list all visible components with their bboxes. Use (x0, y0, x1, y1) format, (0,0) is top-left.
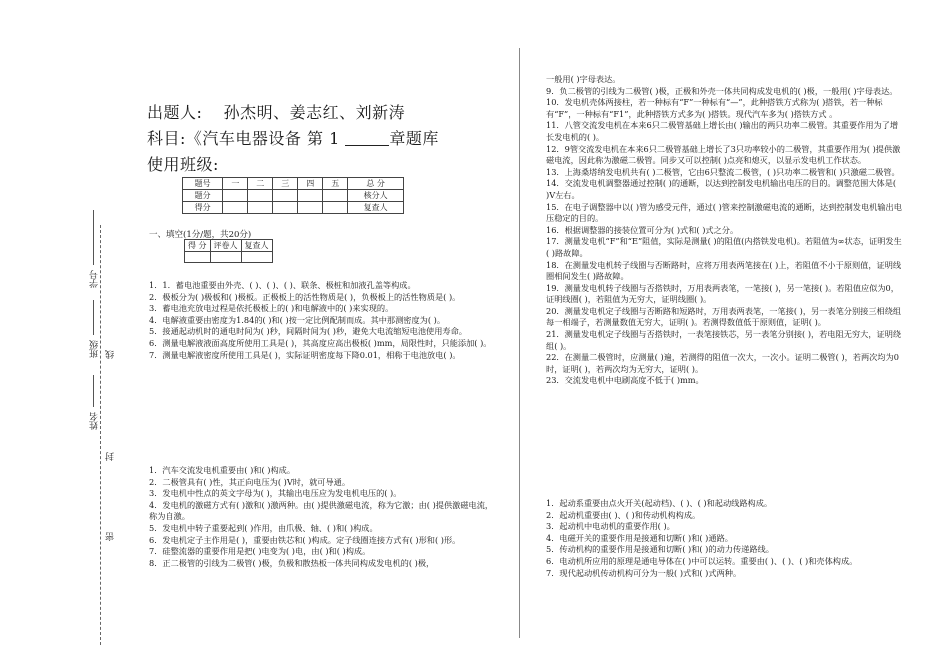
score-cell: 核分人 (348, 190, 404, 202)
question-item: 一般用( )字母表达。 (546, 74, 621, 84)
score-row-earned (183, 202, 404, 214)
question-item: 22．在测量二极管时，应测量( )遍，若测得的阻值一次大，一次小。证明二极管( )，若两次均为0时，证明( )，若两次均为无穷大，证明( )。 (546, 352, 899, 374)
score-cell (248, 202, 273, 214)
score-table (182, 177, 404, 214)
question-item: 13．上海桑塔纳发电机共有( )二极管，它由6只整流二极管，( )只功率二极管和( )只激磁二极管。 (546, 166, 900, 177)
score-cell (248, 190, 273, 202)
class-line (147, 152, 492, 178)
student-id-label: 学号 (90, 270, 100, 288)
question-item: 6．发电机定子主作用是( )，重要由铁芯和( )构成。定子线圈连接方式有( )形和( )形。 (149, 534, 461, 545)
score-cell: 一 (223, 178, 248, 190)
question-item: 2．二极管具有( )性，其正向电压为( )V时，就可导通。 (149, 476, 351, 487)
grader-cell (210, 252, 241, 263)
question-item: 14．交流发电机调整器通过控制( )的通断，以达到控制发电机输出电压的目的。调整范围大体是( )V左右。 (546, 178, 897, 200)
question-item: 7．现代起动机传动机构可分为一般( )式和( )式两种。 (546, 567, 742, 578)
score-cell (223, 190, 248, 202)
question-item: 12．9管交流发电机在本来6只二极管基础上增长了3只功率较小的二极管，其重要作用为( )提供激磁电流，因此称为激磁二极管。同步又可以控制( )点亮和熄灭，以显示发电机工作状态。 (546, 143, 901, 166)
score-cell: 五 (323, 178, 348, 190)
score-cell: 题分 (183, 190, 223, 202)
subject-suffix: 章题库 (389, 129, 439, 148)
question-item: 2．极板分为( )极板和( )极板。正极板上的活性物质是( )，负极板上的活性物质是( )。 (149, 291, 461, 302)
binding-dashed-line (100, 225, 101, 645)
grader-table (184, 239, 273, 263)
question-list-alternator (149, 465, 494, 569)
grader-cell (185, 252, 211, 263)
score-cell: 三 (273, 178, 298, 190)
score-cell (223, 202, 248, 214)
question-item: 18．在测量发电机转子线圈与否断路时，应将万用表两笔接在( )上，若阻值不小于原则值，证明线圈相间发生( )路故障。 (546, 259, 902, 282)
question-item: 23．交流发电机中电刷高度不低于( )mm。 (546, 375, 704, 386)
question-item: 3．发电机中性点的英文字母为( )，其输出电压应为发电机电压的( )。 (149, 488, 402, 499)
class-usage-label: 使用班级: (147, 155, 219, 174)
score-cell: 复查人 (348, 202, 404, 214)
question-item: 1．1．蓄电池重要由外壳、( )、( )、( )、联条、极桩和加液孔盖等构成。 (149, 280, 416, 290)
question-item: 7．硅整流器的重要作用是把( )电变为( )电，由( )和( )构成。 (149, 546, 371, 557)
question-item: 7．测量电解液密度所使用工具是( )，实际证明密度每下降0.01，相称于电池放电( )。 (149, 349, 461, 360)
question-item: 6．电动机所应用的原理是通电导体在( )中可以运转。重要由( )、( )、( )和壳体构成。 (546, 555, 858, 566)
binding-seal-char: 封 (106, 452, 116, 461)
score-cell: 题号 (183, 178, 223, 190)
score-row-question-no (183, 178, 404, 190)
question-item: 8．正二极管的引线为二极管( )极，负极和散热板一体共同构成发电机的( )极， (149, 557, 435, 568)
question-item: 11．八管交流发电机在本来6只二极管基础上增长由( )输出的两只功率二极管。其重要作用为了增长发电机的( )。 (546, 120, 899, 142)
chapter-blank (345, 130, 389, 146)
question-item: 9．负二极管的引线为二极管( )极，正极和外壳一体共同构成发电机的( )极，一般用( )字母表达。 (546, 85, 898, 96)
question-item: 5．接通起动机时的通电时间为( )秒，间隔时间为( )秒，避免大电流缩短电池使用寿命。 (149, 326, 467, 337)
question-item: 19．测量发电机转子线圈与否搭铁时，万用表两表笔，一笔接( )，另一笔接( )。若阻值应似为0，证明线圈( )，若阻值为无穷大，证明线圈( )。 (546, 282, 899, 305)
binding-margin (0, 0, 120, 672)
score-cell (273, 202, 298, 214)
score-cell (298, 190, 323, 202)
score-cell (273, 190, 298, 202)
question-item: 6．测量电解液液面高度所使用工具是( )，其高度应高出极板( )mm，局限性时，只能添加( )。 (149, 337, 492, 348)
binding-dense-char: 密 (106, 532, 116, 541)
question-item: 3．蓄电池充放电过程是依托极板上的( )和电解液中的( )来实现的。 (149, 303, 394, 314)
binding-line-char: 线 (106, 350, 116, 359)
score-cell: 得分 (183, 202, 223, 214)
score-cell: 四 (298, 178, 323, 190)
question-item: 20．测量发电机定子线圈与否断路和短路时，万用表两表笔，一笔接( )，另一表笔分别接三相绕组每一相端子，若测量数值无穷大，证明( )。若测得数值低于原则值，证明( )。 (546, 305, 902, 328)
score-cell (323, 202, 348, 214)
class-label: 班级 (90, 340, 100, 358)
score-cell: 二 (248, 178, 273, 190)
class-blank (93, 300, 94, 335)
question-item: 16．根据调整器的接装位置可分为( )式和( )式之分。 (546, 224, 739, 235)
question-item: 1．起动系重要由点火开关(起动档)、( )、( )和起动线路构成。 (546, 498, 773, 508)
score-cell (298, 202, 323, 214)
score-row-points (183, 190, 404, 202)
subject-prefix: 科目:《汽车电器设备 第 1 (147, 129, 346, 148)
question-item: 21．测量发电机定子线圈与否搭铁时，一表笔接铁芯，另一表笔分别接( )，若电阻无穷大，证明绕组( )。 (546, 329, 902, 351)
score-cell (323, 190, 348, 202)
question-item: 4．电解液重要由密度为1.84的( )和( )按一定比例配制而成。其中那测密度为( )。 (149, 314, 446, 325)
name-blank (93, 375, 94, 407)
question-item: 5．发电机中转子重要起到( )作用，由爪极、轴、( )和( )构成。 (149, 522, 378, 533)
grader-cell: 得 分 (185, 240, 211, 252)
exam-header (147, 100, 492, 178)
subject-line (147, 126, 492, 152)
student-id-blank (93, 210, 94, 265)
question-item: 4．发电机的激磁方式有( )激和( )激两种。由( )提供激磁电流，称为它激；由( )提供激磁电流，称为自激。 (149, 499, 494, 522)
question-list-alternator-cont (546, 74, 904, 387)
question-list-starter (546, 498, 904, 579)
author-names: 孙杰明、姜志红、刘新涛 (223, 103, 406, 122)
question-item: 4．电磁开关的重要作用是接通和切断( )和( )通路。 (546, 532, 733, 543)
question-list-battery (149, 280, 494, 361)
question-item: 17．测量发电机“F”和“E”阻值，实际是测量( )的阻值(内搭铁发电机)。若阻值为∞状态，证明发生( )路故障。 (546, 236, 902, 258)
name-label: 姓名 (90, 412, 100, 430)
question-item: 10．发电机壳体两接柱，若一种标有“F”一种标有“—”，此种搭铁方式称为( )搭铁，若一种标有“F”，一种标有“F1”，此种搭铁方式多为( )搭铁。现代汽车多为( )搭铁方式 。 (546, 97, 883, 119)
column-divider (519, 48, 520, 638)
score-cell: 总 分 (348, 178, 404, 190)
grader-cell: 评卷人 (210, 240, 241, 252)
grader-cell (241, 252, 272, 263)
question-item: 3．起动机中电动机的重要作用( )。 (546, 521, 675, 532)
grader-cell: 复查人 (241, 240, 272, 252)
author-label: 出题人: (147, 103, 203, 122)
question-item: 2．起动机重要由( )、( )和传动机构构成。 (546, 509, 701, 520)
question-item: 5．传动机构的重要作用是接通和切断( )和( )的动力传递路线。 (546, 544, 774, 555)
question-item: 15．在电子调整器中以( )管为感受元件，通过( )管来控制激磁电流的通断，达到控制发电机输出电压稳定的目的。 (546, 201, 902, 224)
section-title: 一、填空(1分/题，共20分) (149, 230, 252, 240)
author-line (147, 100, 492, 126)
question-item: 1．汽车交流发电机重要由( )和( )构成。 (149, 465, 296, 475)
